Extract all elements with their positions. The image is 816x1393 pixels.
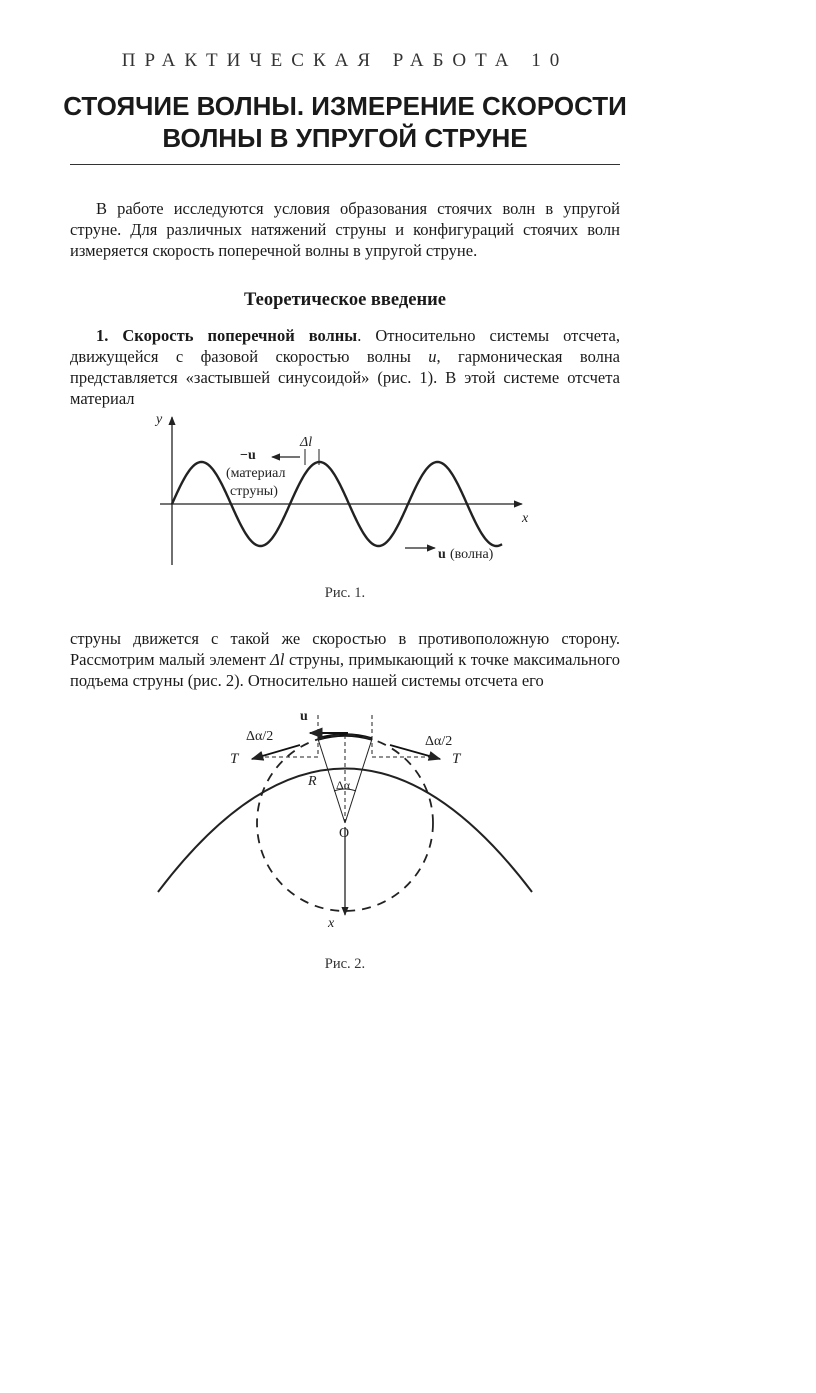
minus-u-label: −u [240,448,256,463]
paragraph-1-u-symbol: u [428,347,437,366]
paragraph-2-delta-l: Δl [270,650,285,669]
u-label: u [300,709,308,724]
figure-2-caption: Рис. 2. [324,956,366,972]
figure-2-string-element [150,705,540,940]
figure-1-sinusoid [150,405,540,575]
section-heading: Теоретическое введение [244,290,446,310]
figure-1-caption: Рис. 1. [324,585,366,601]
paragraph-2-text-b: струны, примыкающий к точке максимального подъема струны (рис. 2). Относительно нашей системы отсчета его [70,650,620,690]
center-label: O [339,826,350,841]
half-angle-left-label: Δα/2 [246,729,274,744]
paragraph-2 [70,628,620,691]
tension-right-label: T [452,751,461,767]
angle-label: Δα [336,778,351,792]
intro-paragraph: В работе исследуются условия образования стоячих волн в упругой струне. Для различных натяжений струны и конфигураций стоячих волн измеряется скорость поперечной волны в упругой струне. [70,199,620,260]
title-divider [70,164,620,165]
u-wave-label: u [438,547,446,562]
title-line-2: ВОЛНЫ В УПРУГОЙ СТРУНЕ [162,123,528,153]
tension-left-label: T [230,751,239,767]
wave-label: (волна) [450,547,494,562]
running-header: ПРАКТИЧЕСКАЯ РАБОТА 10 [121,50,569,71]
paragraph-1-lead: 1. Скорость поперечной волны [96,326,358,345]
material-label-1: (материал [226,466,286,481]
y-axis-label: y [156,412,163,427]
material-label-2: струны) [230,484,278,499]
radius-label: R [308,774,317,789]
half-angle-right-label: Δα/2 [425,734,453,749]
title-line-1: СТОЯЧИЕ ВОЛНЫ. ИЗМЕРЕНИЕ СКОРОСТИ [63,91,627,121]
paragraph-1-text-a: . Относительно системы отсчета, движущейся с фазовой скоростью волны [70,326,620,366]
paragraph-2-text-a: струны движется с такой же скоростью в противоположную сторону. Рассмотрим малый элемент [70,629,620,669]
delta-l-label: Δl [300,435,313,450]
paragraph-1-text-b: , гармоническая волна представляется «застывшей синусоидой» (рис. 1). В этой системе отсчета материал [70,347,620,408]
page-title [60,90,630,154]
x-axis-label-fig2: x [328,916,335,931]
paragraph-1 [70,325,620,409]
x-axis-label: x [522,511,529,526]
